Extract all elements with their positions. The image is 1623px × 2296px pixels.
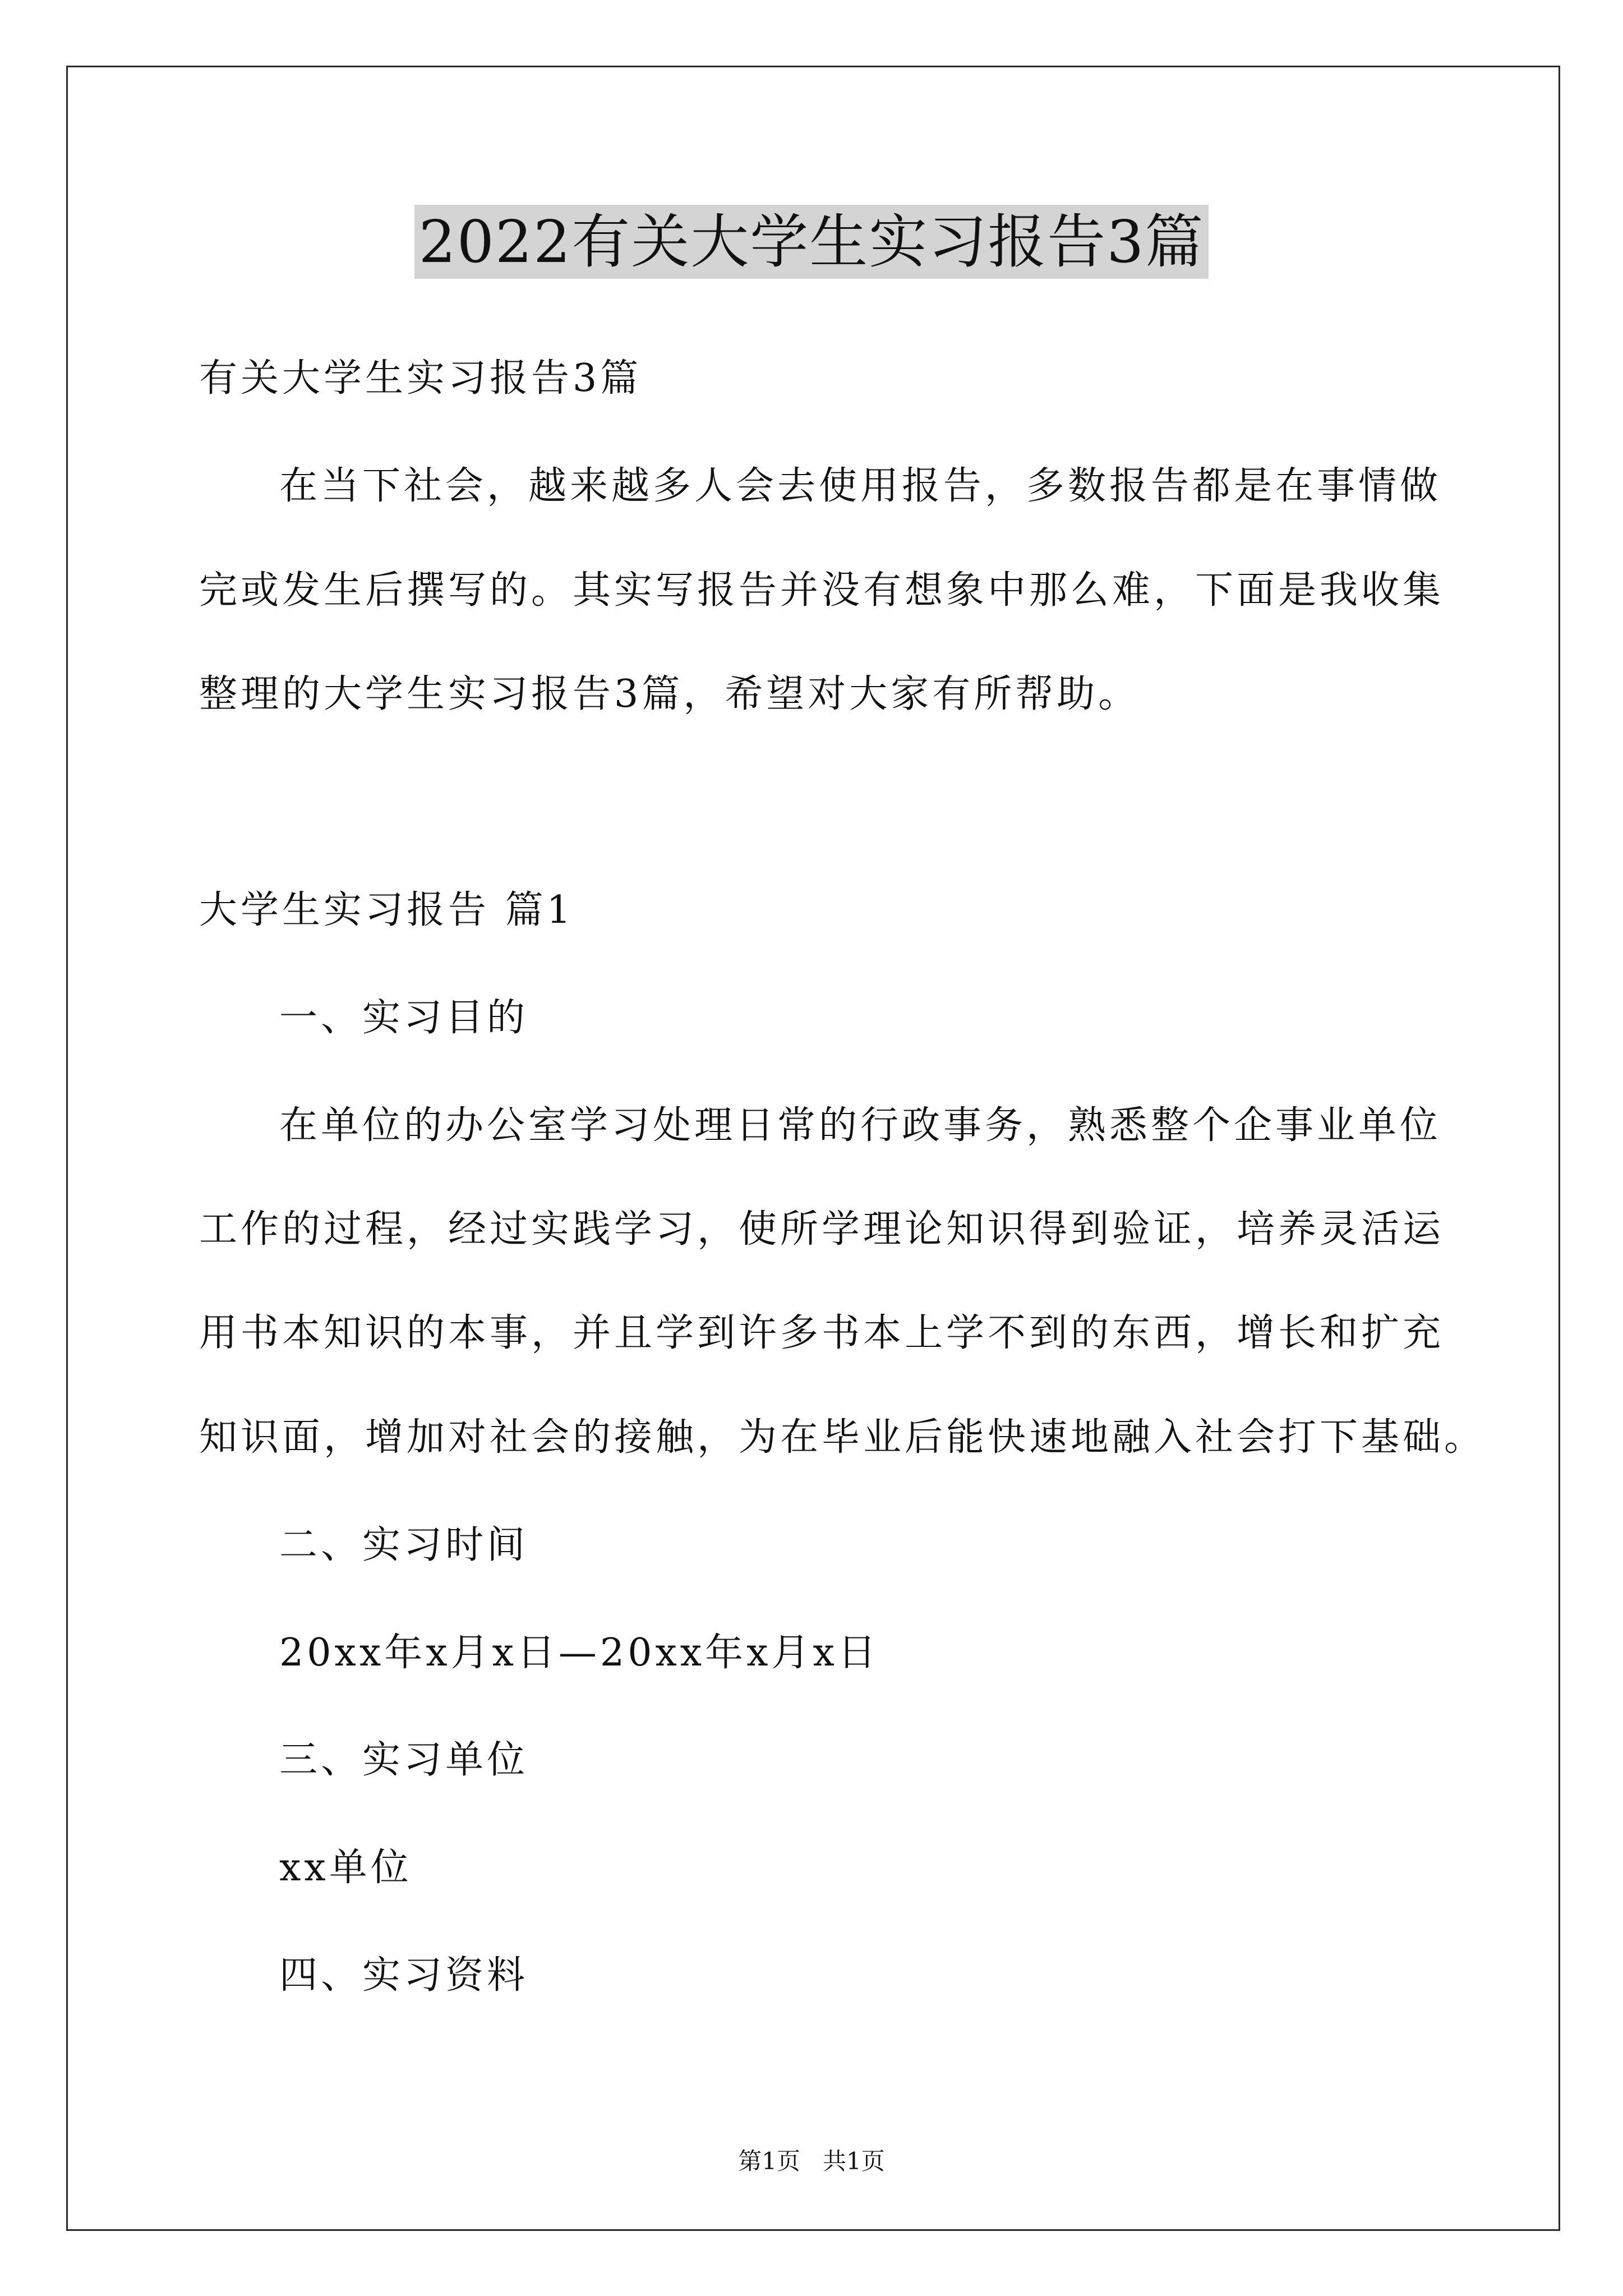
purpose-line-4: 知识面，增加对社会的接触，为在毕业后能快速地融入社会打下基础。 xyxy=(199,1415,1486,1460)
document-title: 2022有关大学生实习报告3篇 xyxy=(414,205,1209,279)
purpose-line-2: 工作的过程，经过实践学习，使所学理论知识得到验证，培养灵活运 xyxy=(199,1207,1445,1251)
intro-line-3: 整理的大学生实习报告3篇，希望对大家有所帮助。 xyxy=(199,672,1140,716)
section-heading: 大学生实习报告 篇1 xyxy=(199,888,574,932)
time-value: 20xx年x月x日—20xx年x月x日 xyxy=(279,1631,879,1675)
intro-line-2: 完或发生后撰写的。其实写报告并没有想象中那么难，下面是我收集 xyxy=(199,568,1445,613)
time-heading: 二、实习时间 xyxy=(279,1523,529,1567)
intro-line-1: 在当下社会，越来越多人会去使用报告，多数报告都是在事情做 xyxy=(279,464,1442,508)
subtitle: 有关大学生实习报告3篇 xyxy=(199,356,642,401)
unit-value: xx单位 xyxy=(279,1846,412,1890)
purpose-line-1: 在单位的办公室学习处理日常的行政事务，熟悉整个企事业单位 xyxy=(279,1103,1442,1148)
content-heading: 四、实习资料 xyxy=(279,1953,529,1998)
unit-heading: 三、实习单位 xyxy=(279,1738,529,1782)
purpose-line-3: 用书本知识的本事，并且学到许多书本上学不到的东西，增长和扩充 xyxy=(199,1311,1445,1355)
page-footer: 第1页 共1页 xyxy=(738,2147,885,2175)
title-wrap xyxy=(0,205,1623,279)
purpose-heading: 一、实习目的 xyxy=(279,996,529,1040)
